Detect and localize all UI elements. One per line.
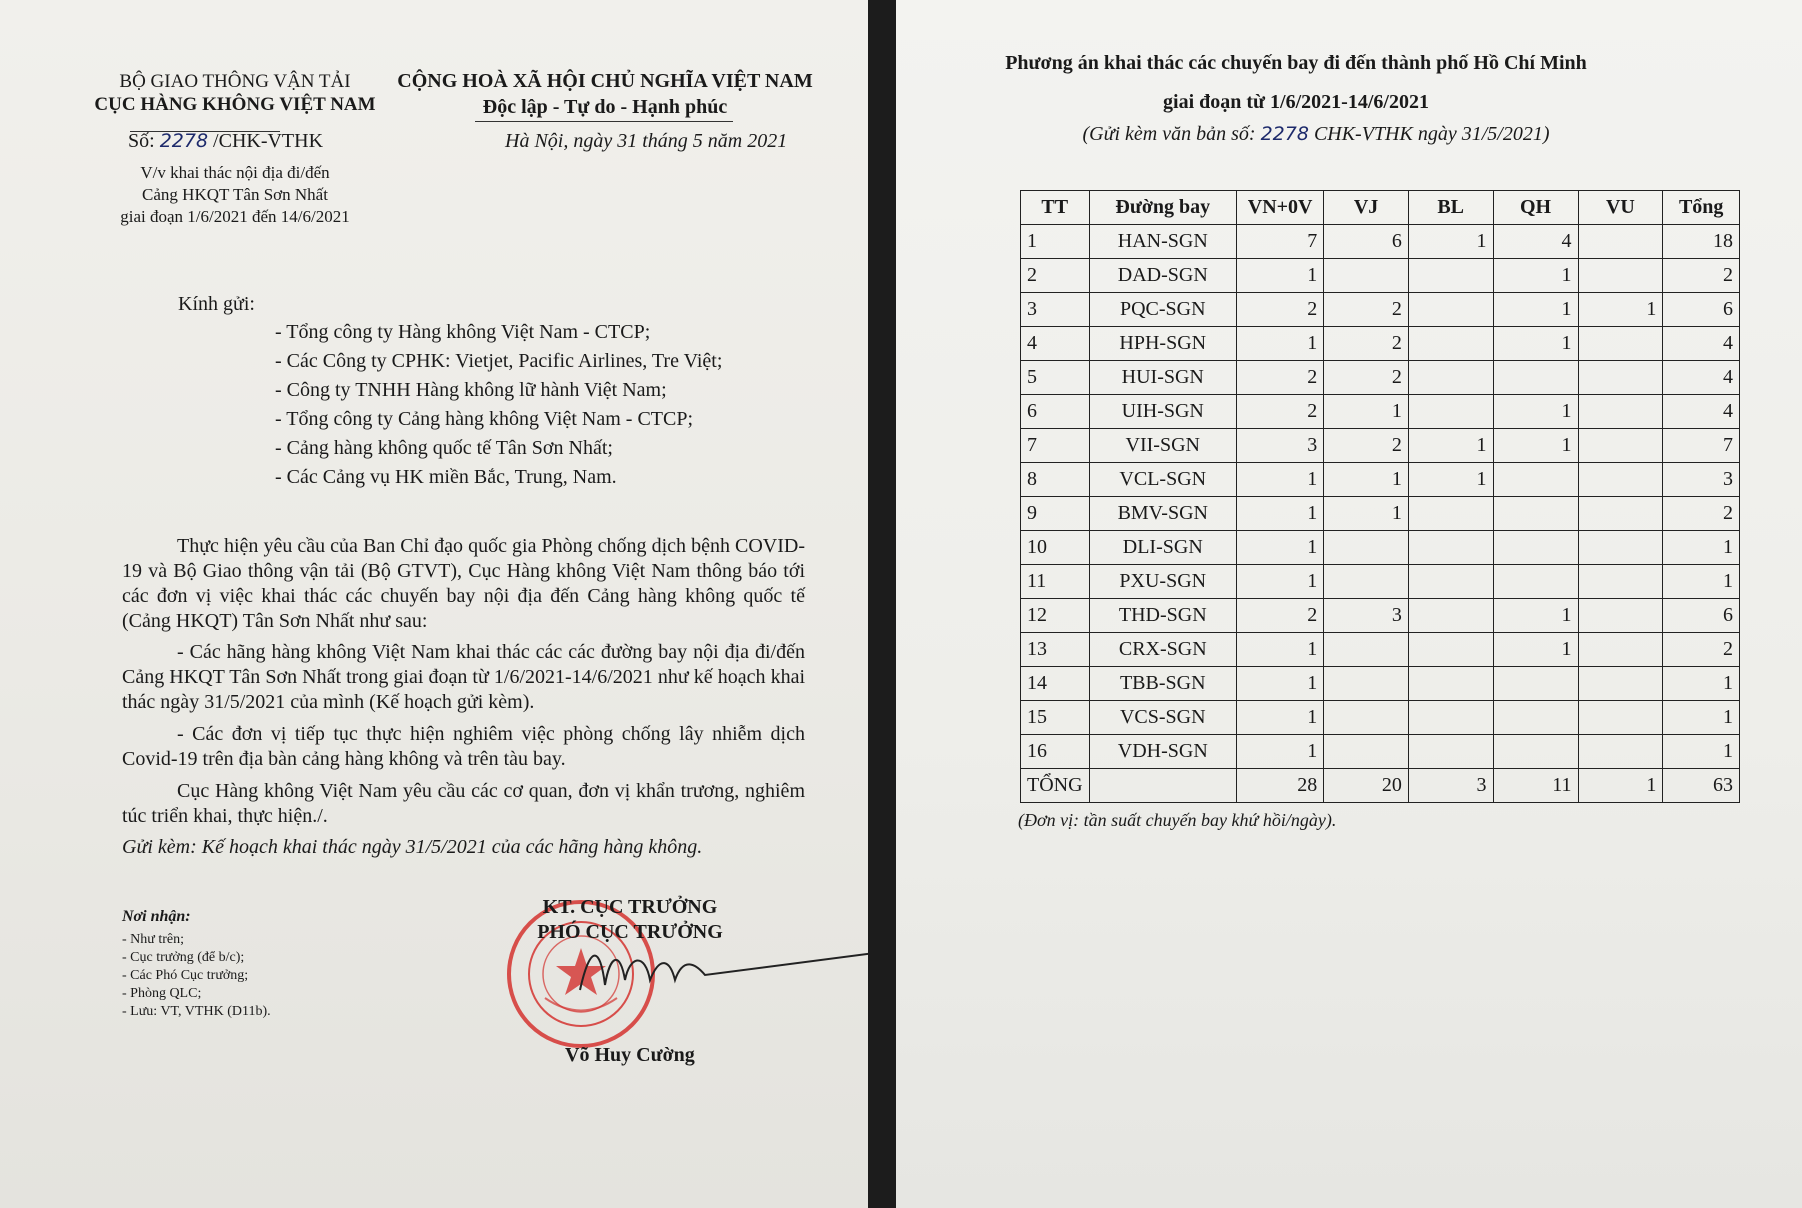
cell-vj: 6 <box>1324 225 1409 259</box>
cell-vn: 1 <box>1236 463 1323 497</box>
cell-tt: 1 <box>1021 225 1090 259</box>
cell-bl <box>1408 599 1493 633</box>
reference-prefix: (Gửi kèm văn bản số: <box>1082 123 1256 145</box>
cell-qh: 1 <box>1493 633 1578 667</box>
cell-bl <box>1408 701 1493 735</box>
motto: Độc lập - Tự do - Hạnh phúc <box>482 96 728 118</box>
reference-handwritten-number: 2278 <box>1260 123 1309 145</box>
cell-vj: 1 <box>1324 463 1409 497</box>
cell-bl <box>1408 667 1493 701</box>
cell-vj <box>1324 735 1409 769</box>
doc-number <box>128 130 323 153</box>
greeting: Kính gửi: <box>178 293 255 315</box>
cell-qh <box>1493 667 1578 701</box>
cell-vu: 1 <box>1578 769 1663 803</box>
subject-line-2: Cảng HKQT Tân Sơn Nhất <box>142 185 328 204</box>
cell-vj: 2 <box>1324 429 1409 463</box>
cell-total: 4 <box>1663 395 1740 429</box>
signer-name: Võ Huy Cường <box>565 1044 695 1066</box>
cell-bl <box>1408 395 1493 429</box>
cell-vn: 1 <box>1236 531 1323 565</box>
table-row <box>1021 327 1740 361</box>
cc-item: - Cục trưởng (để b/c); <box>122 950 245 965</box>
cell-total: 4 <box>1663 327 1740 361</box>
cell-tt: 13 <box>1021 633 1090 667</box>
cell-tt: 14 <box>1021 667 1090 701</box>
cell-tt: 11 <box>1021 565 1090 599</box>
cell-vu <box>1578 429 1663 463</box>
cell-route: VCL-SGN <box>1089 463 1236 497</box>
table-row <box>1021 429 1740 463</box>
cell-vu <box>1578 701 1663 735</box>
agency-name: CỤC HÀNG KHÔNG VIỆT NAM <box>94 94 376 115</box>
cell-vn: 2 <box>1236 395 1323 429</box>
cell-tt: 12 <box>1021 599 1090 633</box>
ministry-name: BỘ GIAO THÔNG VẬN TẢI <box>119 71 351 92</box>
cell-route: DLI-SGN <box>1089 531 1236 565</box>
recipients-list <box>275 318 722 492</box>
cell-total: 2 <box>1663 633 1740 667</box>
cell-route: CRX-SGN <box>1089 633 1236 667</box>
header-total: Tổng <box>1663 191 1740 225</box>
cell-route: HAN-SGN <box>1089 225 1236 259</box>
cell-qh: 1 <box>1493 259 1578 293</box>
table-row <box>1021 667 1740 701</box>
cell-vn: 1 <box>1236 667 1323 701</box>
cell-total: 7 <box>1663 429 1740 463</box>
date-line: Hà Nội, ngày 31 tháng 5 năm 2021 <box>505 130 788 152</box>
cell-qh <box>1493 565 1578 599</box>
cell-total: 1 <box>1663 531 1740 565</box>
cell-total: 2 <box>1663 497 1740 531</box>
cell-total: 6 <box>1663 599 1740 633</box>
cell-qh: 1 <box>1493 395 1578 429</box>
cell-route: PQC-SGN <box>1089 293 1236 327</box>
table-row <box>1021 531 1740 565</box>
cell-vn: 7 <box>1236 225 1323 259</box>
cell-vu <box>1578 565 1663 599</box>
cell-vj <box>1324 565 1409 599</box>
recipients-title: Nơi nhận: <box>122 908 191 925</box>
cell-route <box>1089 769 1236 803</box>
cell-bl <box>1408 361 1493 395</box>
cc-item: - Lưu: VT, VTHK (D11b). <box>122 1004 271 1019</box>
paragraph-2: - Các hãng hàng không Việt Nam khai thác các các đường bay nội địa đi/đến Cảng HKQT Tân Sơn Nhất trong giai đoạn từ 1/6/2021-14/6/2021 như kế hoạch khai thác ngày 31/5/2021 của mình (Kế hoạch gửi kèm). <box>122 641 805 713</box>
cell-bl <box>1408 531 1493 565</box>
cell-vj: 20 <box>1324 769 1409 803</box>
cell-vu <box>1578 259 1663 293</box>
cell-tt: 9 <box>1021 497 1090 531</box>
cell-bl: 3 <box>1408 769 1493 803</box>
header-route: Đường bay <box>1089 191 1236 225</box>
cell-vj: 1 <box>1324 497 1409 531</box>
table-row <box>1021 361 1740 395</box>
cell-route: HPH-SGN <box>1089 327 1236 361</box>
table-row <box>1021 701 1740 735</box>
cell-vn: 1 <box>1236 633 1323 667</box>
cell-vj: 1 <box>1324 395 1409 429</box>
cc-item: - Như trên; <box>122 932 185 947</box>
header-tt: TT <box>1021 191 1090 225</box>
doc-number-label: Số: <box>128 130 155 152</box>
cell-vj <box>1324 667 1409 701</box>
paragraph-1: Thực hiện yêu cầu của Ban Chỉ đạo quốc gia Phòng chống dịch bệnh COVID-19 và Bộ Giao thông vận tải (Bộ GTVT), Cục Hàng không Việt Nam thông báo tới các đơn vị việc khai thác các chuyến bay nội địa đến Cảng hàng không quốc tế (Cảng HKQT) Tân Sơn Nhất như sau: <box>122 535 805 632</box>
cell-vn: 1 <box>1236 327 1323 361</box>
header-bl: BL <box>1408 191 1493 225</box>
cell-qh <box>1493 497 1578 531</box>
cell-bl <box>1408 735 1493 769</box>
cell-vu <box>1578 633 1663 667</box>
cell-total: 6 <box>1663 293 1740 327</box>
total-row <box>1021 769 1740 803</box>
cell-route: THD-SGN <box>1089 599 1236 633</box>
header-vu: VU <box>1578 191 1663 225</box>
cell-qh <box>1493 701 1578 735</box>
cell-route: VII-SGN <box>1089 429 1236 463</box>
table-row <box>1021 735 1740 769</box>
cell-vj: 2 <box>1324 293 1409 327</box>
table-row <box>1021 599 1740 633</box>
cell-vj <box>1324 259 1409 293</box>
recipient-item: - Các Công ty CPHK: Vietjet, Pacific Airlines, Tre Việt; <box>275 350 723 372</box>
cell-qh: 4 <box>1493 225 1578 259</box>
cell-tt: 3 <box>1021 293 1090 327</box>
table-row <box>1021 259 1740 293</box>
cell-total: 18 <box>1663 225 1740 259</box>
cell-qh: 1 <box>1493 429 1578 463</box>
page-divider <box>868 0 896 1208</box>
table-row <box>1021 225 1740 259</box>
cell-tt: 6 <box>1021 395 1090 429</box>
cell-bl <box>1408 633 1493 667</box>
cell-qh: 1 <box>1493 599 1578 633</box>
cell-total: 1 <box>1663 565 1740 599</box>
cell-qh <box>1493 361 1578 395</box>
cell-vj <box>1324 633 1409 667</box>
cell-vu <box>1578 531 1663 565</box>
cell-vn: 3 <box>1236 429 1323 463</box>
signature-title-2: PHÓ CỤC TRƯỞNG <box>537 921 723 943</box>
cell-qh <box>1493 463 1578 497</box>
header-vj: VJ <box>1324 191 1409 225</box>
plan-title-2: giai đoạn từ 1/6/2021-14/6/2021 <box>1163 91 1429 113</box>
header-qh: QH <box>1493 191 1578 225</box>
cell-tt: 4 <box>1021 327 1090 361</box>
table-row <box>1021 497 1740 531</box>
cell-total: 4 <box>1663 361 1740 395</box>
cell-vu <box>1578 735 1663 769</box>
table-row <box>1021 633 1740 667</box>
cell-vn: 1 <box>1236 259 1323 293</box>
subject-line-1: V/v khai thác nội địa đi/đến <box>140 163 330 182</box>
cell-bl: 1 <box>1408 225 1493 259</box>
cell-bl <box>1408 259 1493 293</box>
recipient-item: - Tổng công ty Cảng hàng không Việt Nam - CTCP; <box>275 408 694 430</box>
recipient-item: - Tổng công ty Hàng không Việt Nam - CTCP; <box>275 321 651 343</box>
cell-qh: 1 <box>1493 327 1578 361</box>
cell-total: 1 <box>1663 701 1740 735</box>
cell-route: PXU-SGN <box>1089 565 1236 599</box>
cell-vu: 1 <box>1578 293 1663 327</box>
paragraph-3: - Các đơn vị tiếp tục thực hiện nghiêm việc phòng chống lây nhiễm dịch Covid-19 trên địa bàn cảng hàng không và trên tàu bay. <box>122 723 805 770</box>
cell-bl: 1 <box>1408 429 1493 463</box>
cell-route: VDH-SGN <box>1089 735 1236 769</box>
cell-route: BMV-SGN <box>1089 497 1236 531</box>
reference-suffix: CHK-VTHK ngày 31/5/2021) <box>1313 123 1550 145</box>
flight-schedule-table <box>1020 190 1740 803</box>
plan-reference <box>976 123 1656 146</box>
doc-number-suffix: /CHK-VTHK <box>213 130 324 152</box>
recipient-item: - Cảng hàng không quốc tế Tân Sơn Nhất; <box>275 437 613 459</box>
cell-vn: 1 <box>1236 701 1323 735</box>
cell-qh <box>1493 735 1578 769</box>
handwritten-signature <box>565 935 868 1005</box>
cell-total: 63 <box>1663 769 1740 803</box>
cell-tt: 2 <box>1021 259 1090 293</box>
cell-tt: 7 <box>1021 429 1090 463</box>
attachment-note: Gửi kèm: Kế hoạch khai thác ngày 31/5/2021 của các hãng hàng không. <box>122 836 703 858</box>
cell-vu <box>1578 395 1663 429</box>
cell-vn: 2 <box>1236 599 1323 633</box>
cell-bl <box>1408 293 1493 327</box>
recipient-item: - Các Cảng vụ HK miền Bắc, Trung, Nam. <box>275 466 617 488</box>
cell-bl: 1 <box>1408 463 1493 497</box>
cell-vu <box>1578 599 1663 633</box>
cell-vu <box>1578 497 1663 531</box>
attachment-page <box>896 0 1802 1208</box>
cc-item: - Các Phó Cục trưởng; <box>122 968 249 983</box>
cell-route: VCS-SGN <box>1089 701 1236 735</box>
letter-page <box>0 0 868 1208</box>
cell-bl <box>1408 497 1493 531</box>
cell-vn: 1 <box>1236 735 1323 769</box>
cell-tt: 5 <box>1021 361 1090 395</box>
doc-number-handwritten: 2278 <box>159 130 209 152</box>
cc-list <box>122 931 271 1021</box>
table-row <box>1021 565 1740 599</box>
cell-tt: 8 <box>1021 463 1090 497</box>
cell-total: 3 <box>1663 463 1740 497</box>
cell-qh: 11 <box>1493 769 1578 803</box>
table-row <box>1021 395 1740 429</box>
cell-vj: 2 <box>1324 327 1409 361</box>
cell-total: 1 <box>1663 667 1740 701</box>
cell-vu <box>1578 463 1663 497</box>
cell-vu <box>1578 327 1663 361</box>
cell-vn: 2 <box>1236 293 1323 327</box>
total-label: TỔNG <box>1021 769 1090 803</box>
cell-bl <box>1408 327 1493 361</box>
cell-vj: 3 <box>1324 599 1409 633</box>
cell-bl <box>1408 565 1493 599</box>
cell-vj <box>1324 701 1409 735</box>
cell-qh <box>1493 531 1578 565</box>
cell-vn: 2 <box>1236 361 1323 395</box>
cell-vu <box>1578 361 1663 395</box>
unit-note: (Đơn vị: tần suất chuyến bay khứ hồi/ngày). <box>1018 810 1337 830</box>
motto-underline <box>475 121 733 122</box>
header-vn: VN+0V <box>1236 191 1323 225</box>
signature-title-1: KT. CỤC TRƯỞNG <box>542 896 718 918</box>
cell-vu <box>1578 225 1663 259</box>
table-header-row <box>1021 191 1740 225</box>
cell-route: UIH-SGN <box>1089 395 1236 429</box>
cell-tt: 15 <box>1021 701 1090 735</box>
cell-route: TBB-SGN <box>1089 667 1236 701</box>
cell-vn: 1 <box>1236 497 1323 531</box>
cell-vj: 2 <box>1324 361 1409 395</box>
cell-tt: 10 <box>1021 531 1090 565</box>
cell-total: 1 <box>1663 735 1740 769</box>
paragraph-4: Cục Hàng không Việt Nam yêu cầu các cơ quan, đơn vị khẩn trương, nghiêm túc triển khai, thực hiện./. <box>122 780 805 827</box>
cc-item: - Phòng QLC; <box>122 986 202 1001</box>
cell-tt: 16 <box>1021 735 1090 769</box>
cell-vj <box>1324 531 1409 565</box>
cell-route: DAD-SGN <box>1089 259 1236 293</box>
cell-total: 2 <box>1663 259 1740 293</box>
cell-vn: 1 <box>1236 565 1323 599</box>
subject-line-3: giai đoạn 1/6/2021 đến 14/6/2021 <box>120 207 350 226</box>
recipient-item: - Công ty TNHH Hàng không lữ hành Việt Nam; <box>275 379 667 401</box>
cell-route: HUI-SGN <box>1089 361 1236 395</box>
table-row <box>1021 293 1740 327</box>
cell-qh: 1 <box>1493 293 1578 327</box>
cell-vn: 28 <box>1236 769 1323 803</box>
nation-name: CỘNG HOÀ XÃ HỘI CHỦ NGHĨA VIỆT NAM <box>397 70 813 92</box>
cell-vu <box>1578 667 1663 701</box>
plan-title-1: Phương án khai thác các chuyến bay đi đến thành phố Hồ Chí Minh <box>1005 52 1587 74</box>
table-row <box>1021 463 1740 497</box>
